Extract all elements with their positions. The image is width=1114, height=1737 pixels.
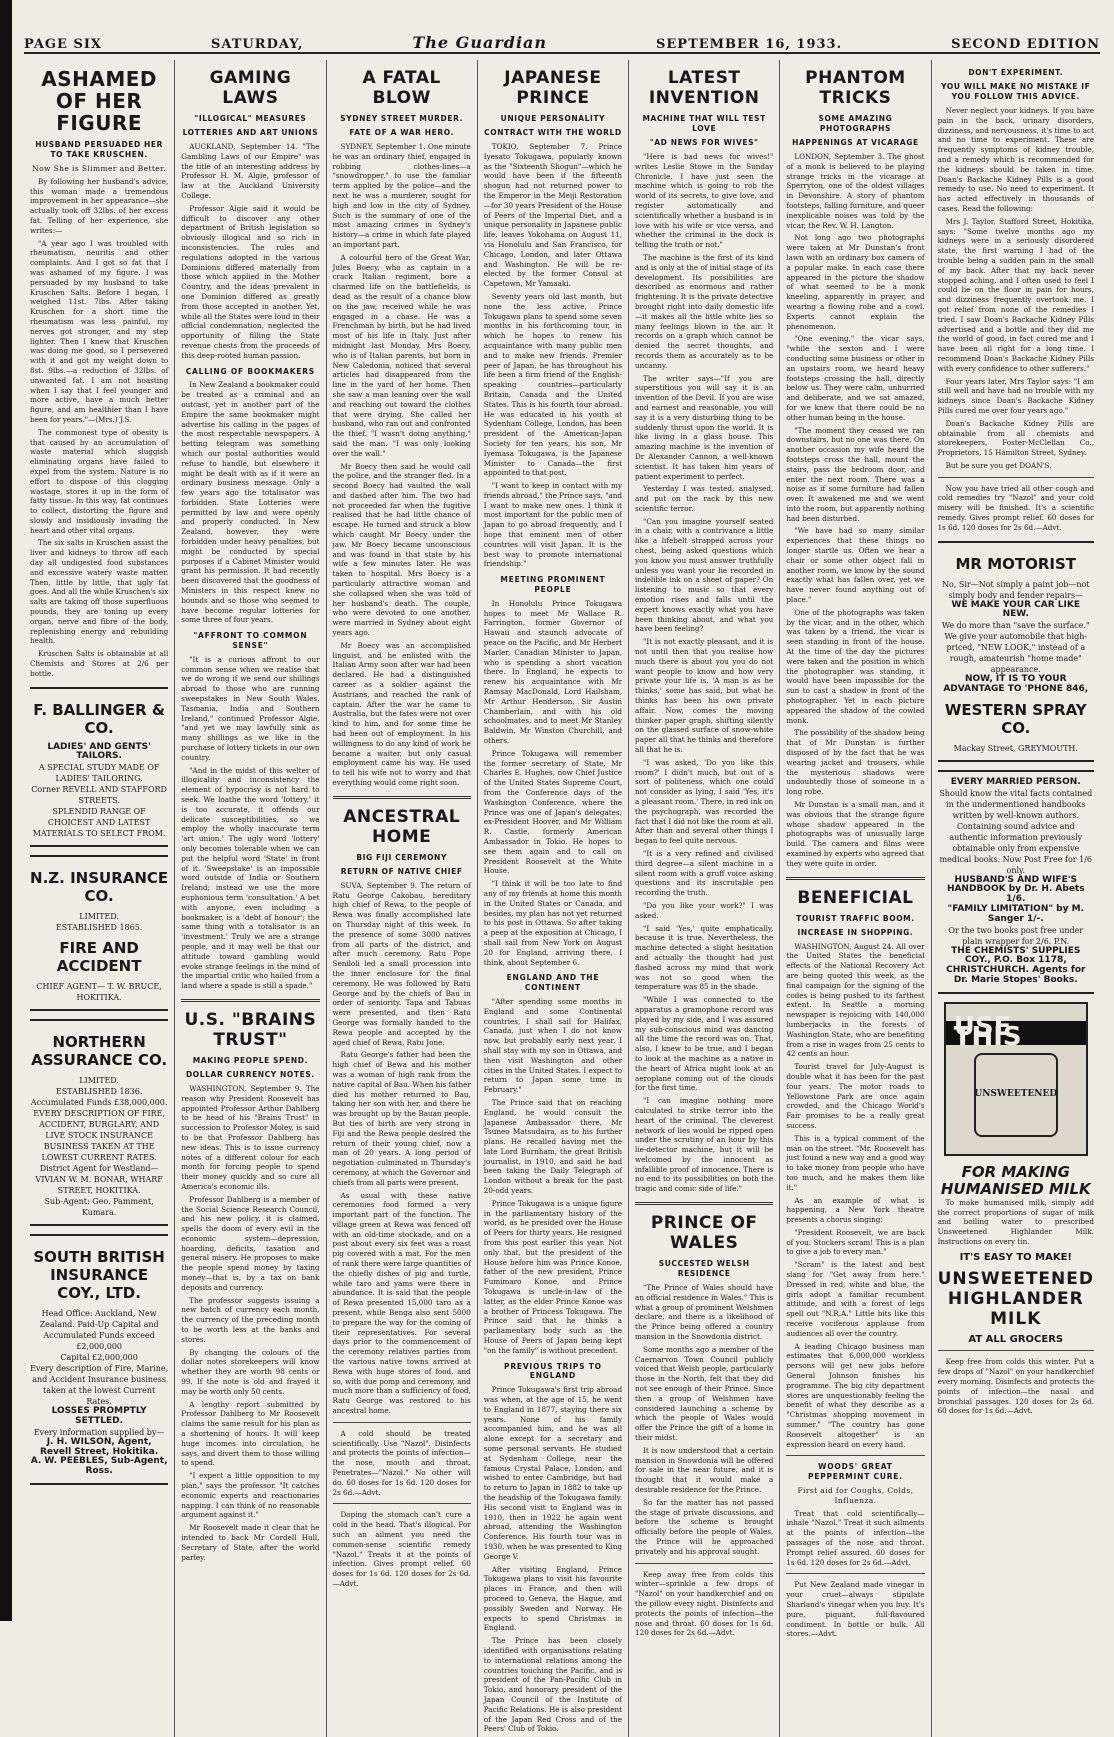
headline-latest-invention: LATEST INVENTION <box>648 68 760 108</box>
ad-line: A SPECIAL STUDY MADE OF LADIES' TAILORING. <box>38 763 160 784</box>
ad-line: Every description of Fire, Marine, and Accident Insurance business taken at the lowest Current Rates. <box>30 1364 169 1407</box>
section-head: PREVIOUS TRIPS TO ENGLAND <box>504 1361 602 1381</box>
divider <box>786 1455 924 1456</box>
ad-line: J. H. WILSON, Agent, Revell Street, Hokitika. <box>40 1436 159 1457</box>
ad-line: Capital £2,000,000 <box>60 1353 138 1363</box>
divider <box>786 877 924 880</box>
deck: SUCCESTED WELSH RESIDENCE <box>658 1259 750 1279</box>
headline-fatal-blow: A FATAL BLOW <box>362 68 441 108</box>
paragraph: Never neglect your kidneys. If you have pain in the back, urinary disorders, dizziness, and nervousness, it's time to act and no time to experiment. These are frequently symptoms of kidney trouble, and a remedy which is recommended for the kidneys should be taken in time. Doan's Backache Kidney Pills is a good remedy to use. No need to experiment. It has acted effectively in thousands of cases. Read the following: <box>937 106 1094 213</box>
deck: SYDNEY STREET MURDER. <box>340 114 464 123</box>
paragraph: The writer says—"If you are superstitious you will say it is an invention of the Devil. If you are wise and earnest and reasonable, you will say it is a very disturbing thing to be suddenly thrust upon the world. It is like living in a glass house. This amazing machine is the invention of Dr Alexander Cannon, a well-known scientist. It has taken him years of patient experiment to perfect. <box>635 373 774 481</box>
divider <box>333 1422 471 1423</box>
ad-fire-accident: FIRE AND ACCIDENT <box>56 939 142 976</box>
section-head: ENGLAND AND THE CONTINENT <box>506 973 600 993</box>
paragraph: WASHINGTON, August 24. All over the United States the beneficial effects of the National Recovery Act are being quoted this week, as the final campaign for the signing of the codes is being pushed to its farthest extent. In Seattle a morning newspaper is rejoicing with 140,000 lumberjacks in the forests of Washington State, who are benefiting from a rise in wages from 25 cents to 42 cents an hour. <box>786 941 925 1059</box>
ad-ballinger <box>30 687 168 848</box>
paragraph: Four years later, Mrs Taylor says: "I am still well and have had no trouble with my kidneys since Doan's Backache Kidney Pills cured me over four years ago." <box>937 376 1094 415</box>
deck: BIG FIJI CEREMONY <box>356 852 447 862</box>
paragraph: Yesterday I was tested, analysed, and put on the rack by this new scientific terror. <box>635 484 774 513</box>
divider <box>333 1503 471 1504</box>
ad-unsweetened: UNSWEETENED HIGHLANDER MILK <box>937 1268 1094 1329</box>
section-head: WOODS' GREAT PEPPERMINT CURE. <box>807 1462 903 1482</box>
ad-line: No, Sir—Not simply a paint job—not simply body and fender repairs— <box>941 579 1090 600</box>
paragraph: LONDON, September 3. The ghost of a monk is believed to be playing strange tricks in the vicarage at Sperryton, one of the oldest villages in Devonshire. A story of phantom footsteps, falling furniture, and queer inexplicable noises was told by the vicar, the Rev. W. H. Langton. <box>786 152 925 230</box>
deck: HAPPENINGS AT VICARAGE <box>792 138 919 147</box>
section-head: MEETING PROMINENT PEOPLE <box>500 575 606 595</box>
deck: TOURIST TRAFFIC BOOM. <box>796 913 915 923</box>
ad-line: Corner REVELL AND STAFFORD STREETS. <box>31 785 167 806</box>
paragraph: The commonest type of obesity is that caused by an accumulation of waste material which sluggish eliminating organs have failed to expel from the system. Nature is no effort to dispose of this clogging wastage, stores it up in the form of fatty tissue. In this way, fat continues to collect, distorting the figure and slowly and insidiously invading the heart and other vital organs. <box>30 427 169 535</box>
paragraph: Mr Roosevelt made it clear that he intended to back Mr Cordell Hull, Secretary of State, after the world parley. <box>181 1523 320 1562</box>
subhead-slimmer: Now She is Slimmer and Better. <box>32 164 167 173</box>
scan-edge <box>0 0 12 1621</box>
ad-line: Should know the vital facts contained in the undermentioned handbooks written by well-known authors. Containing sound advice and authentic information previously obtainable only from expensive medical books. Now Post Free for 1/6 only. <box>939 788 1093 875</box>
deck: DOLLAR CURRENCY NOTES. <box>185 1069 315 1079</box>
edition: SECOND EDITION <box>951 37 1100 52</box>
ad-line: Or the two books post free under plain wrapper for 2/6. P.N. <box>948 925 1084 946</box>
paragraph: Mr Boecy then said he would call the police, and the stranger fled. In a second Boecy had vaulted the wall and dashed after him. The two had not proceeded far when the fugitive realised that he had little chance of escape. He turned and struck a blow which caught Mr Boecy under the jaw. Mr Boecy became unconscious and was found in that state by his wife a few minutes later. He was taken to hospital. Mrs Boecy is a particularly attractive woman and she collapsed when she was told of her husband's death. The couple, who were devoted to one another, were married in Sydney about eight years ago. <box>332 461 471 638</box>
paragraph: "One evening," the vicar says, "while the sexton and I were conducting some business or other in an upstairs room, we heard heavy footsteps crossing the hall, directly below us. They were calm, unhurried and deliberate, and we sat amazed, for we knew that there could be no other human being in the house. <box>786 334 925 422</box>
deck: RETURN OF NATIVE CHIEF <box>340 866 463 876</box>
advert-nazol: Keep free from colds this winter. Put a few drops of "Nazol" on your handkerchief every morning. Disinfects and protects the points of infection—the nasal and bronchial passages. 120 doses for 2s 6d. 60 doses for 1s 6d.—Advt. <box>937 1357 1094 1416</box>
paragraph: The six salts in Kruschen assist the liver and kidneys to throw off each day all undigested food substances and excessive watery waste matter. Then, little by little, that ugly fat goes. And all the while Kruschen's six salts are taking off those superfluous pounds, they are toning up every organ, nerve and fibre of the body, replenishing energy and rebuilding health. <box>30 538 169 646</box>
paragraph: "I think it will be too late to find any of my friends at home this month in the United States or Canada, and besides, my plan has not yet returned to his post in Ottawa. So after taking a peep at the exposition at Chicago, I shall sail from New York on August 20 for England, arriving there, I think, about September 6. <box>483 879 623 967</box>
paragraph: Doan's Backache Kidney Pills are obtainable from all chemists and storekeepers, Foster-McClellan Co., Proprietors, 15 Hamilton Street, Sydney. <box>937 418 1094 458</box>
subhead: First aid for Coughs, Colds, Influenza. <box>797 1486 914 1505</box>
column-2 <box>175 60 326 1737</box>
divider <box>635 1202 773 1205</box>
divider <box>333 796 471 799</box>
paragraph: "Scram" is the latest and best slang for "Get away from here." Dressed in red, white and blue, the girls adopt a familiar recumbent attitude, and with a forest of legs spell out "N.R.A." Little bits like this receive vociferous applause from audiences all over the country. <box>786 1260 925 1338</box>
paragraph: A lengthy report submitted by Professor Dahlberg to Mr Roosevelt claims the same result for his plan as a shortening of hours. It will keep huge incomes into circulation, he says, and divert them to those willing to spend. <box>181 1399 320 1468</box>
advert-nazol: Doping the stomach can't cure a cold in the head. That's illogical. For such an ailment you need the common-sense scientific remedy "Nazol." Treats it at the points of infection. Gives prompt relief. 60 doses for 1s 6d. 120 doses for 2s 6d.—Advt. <box>332 1510 471 1588</box>
paragraph: Kruschen Salts is obtainable at all Chemists and Stores at 2/6 per bottle. <box>30 649 169 678</box>
paragraph: In New Zealand a bookmaker could be treated as a criminal and an outcast, yet in another part of the Empire the same bookmaker might advertise his calling in the pages of the most respectable newspapers. A betting telegram was something which our postal authorities would refuse to handle, but elsewhere it might be dealt with as if it were an ordinary business message. Only a few years ago the totalisator was forbidden. State Lotteries were permitted by law and were openly and properly conducted. In New Zealand, however, they were forbidden under heavy penalties, but might be conducted by special purposes if a Cabinet Minister would grant his permission. It had recently been discovered that the goodness of Ministers in this respect knew no bounds and so those who seemed to have become regular lotteries for some three of four years. <box>181 380 320 625</box>
paragraph: To make humanised milk, simply add the correct proportions of sugar of milk and boiling water to prescribed Unsweetened Highlander Milk. Instructions on every tin. <box>937 1197 1094 1247</box>
headline-phantom-tricks: PHANTOM TRICKS <box>805 68 906 108</box>
deck-husband: HUSBAND PERSUADED HER TO TAKE KRUSCHEN. <box>35 140 164 159</box>
paragraph: WASHINGTON, September 9. The reason why President Roosevelt has appointed Professor Arthur Dahlberg to be head of his "Brains Trust" in succession to Professor Moley, is said to be that Professor Dahlberg has new ideas. This is to issue currency notes of a different colour for each month for forcing people to spend their money quickly and so cure all America's economic ills. <box>181 1083 320 1191</box>
column-5 <box>629 60 780 1737</box>
paragraph: "It is a very refined and civilised third degree—a silent machine in a silent room with a gruff voice asking questions and its inscrutable pen recording the truth. <box>635 848 774 898</box>
ad-line: Head Office: Auckland, New Zealand. Paid-Up Capital and Accumulated Funds exceed £2,000,000 <box>39 1309 159 1352</box>
paragraph: "It is not exactly pleasant, and it is not until then that you realise how much there is about you you do not want people to know and how very private your life is. 'A man is as he thinks,' some has said, but what he thinks has been his own private affair. Now, comes the moving thinker paper graph, shifting silently on the glassed surface of snow-white paper all that he thinks and therefore all that he is. <box>635 637 774 755</box>
paragraph: "I expect a little opposition to my plan," says the professor. "It catches economic experts and reactionaries napping. I can think of no reasonable argument against it." <box>181 1471 320 1520</box>
headline-beneficial: BENEFICIAL <box>797 887 914 908</box>
ad-motorist <box>938 541 1094 762</box>
ad-line: ESTABLISHED 1865. <box>55 923 143 933</box>
ad-line: District Agent for Westland— VIVIAN W. M. BONAR, WHARF STREET, HOKITIKA. <box>35 1164 163 1196</box>
ad-line: Every information supplied by— <box>33 1427 165 1437</box>
section-head: "AFFRONT TO COMMON SENSE" <box>193 631 308 651</box>
paragraph: "After spending some months in England and some Continental countries, I shall sail for Halifax, Canada, just when I do not know now, but probably early next year. I shall stay with my son in Ottawa, and then visit Washington and other cities in the United States. I expect to return to Japan some time in February." <box>483 996 623 1095</box>
paragraph: By following her husband's advice, this woman made a tremendous improvement in her appearance—she actually took off 32lbs. of her excess fat. Telling of her experience, she writes:— <box>30 176 169 235</box>
ad-line: LIMITED. <box>79 912 119 922</box>
ad-northern-head: NORTHERN ASSURANCE CO. <box>31 1033 168 1070</box>
column-7 <box>932 60 1100 1737</box>
ad-grocers: AT ALL GROCERS <box>968 1333 1064 1345</box>
paragraph: Prince Tokugawa is a unique figure in the parliamentary history of the world, as he presided over the House of Peers for thirty years. He resigned from this post earlier this year. Not only that, but the president of the House before him was Prince Konoe, father of the new president, Prince Fumimaro Konoe, and Prince Tokugawa is uncle-in-law of the latter, as the elder Prince Konoe was a brother of Princess Tokugawa. The Prince said that he thinks a parliamentary body such as the House of Peers of Japan being kept "on the family" is without precedent. <box>483 1198 623 1355</box>
deck: "ILLOGICAL" MEASURES <box>194 114 307 123</box>
page-number: PAGE SIX <box>24 37 103 52</box>
headline-ashamed: ASHAMED OF HER FIGURE <box>41 67 157 135</box>
advert-nazol: Keep away free from colds this winter—sprinkle a few drops of "Nazol" on your handkerchief and on the pillow every night. Disinfects and protects the points of infection—the nose and throat. 60 doses for 1s 6d. 120 doses for 2s 6d.—Advt. <box>635 1569 774 1638</box>
ad-nz-head: N.Z. INSURANCE CO. <box>30 869 169 906</box>
headline-gaming-laws: GAMING LAWS <box>209 68 292 108</box>
ad-married-person <box>938 770 1094 994</box>
ad-ballinger-head: F. BALLINGER & CO. <box>33 700 165 737</box>
paragraph: "The moment they ceased we ran downstairs, but no one was there. On another occasion my wife heard the footsteps cross the hall, mount the stairs, pass the bedroom door, and enter the next room. There was a noise as if some furniture had fallen over. It awakened me and we went into the room, but apparently nothing had been disturbed. <box>786 425 925 523</box>
deck: FATE OF A WAR HERO. <box>349 128 454 137</box>
columns <box>24 60 1100 1734</box>
headline-prince-of-wales: PRINCE OF WALES <box>650 1213 758 1254</box>
ad-line: Accumulated Funds £38,000,000. <box>30 1098 168 1108</box>
paragraph: "I was asked, 'Do you like this room?' I didn't much, but out of a sort of politeness, which one could not consider as lying, I said 'Yes, it's a pleasant room.' There, in red ink on the psychograph, was recorded the fact that I did not like the room at all. After than and several other things I began to feel quite nervous. <box>635 757 774 846</box>
paragraph: TOKIO, September 7. Prince Iyesato Tokugawa, popularly known as the "Sixteenth Shogun"—which he would have been if the fifteenth shogun had not returned power to the Emperor in the Meiji Restoration—for 30 years President of the House of Peers of the Imperial Diet, and a unique personality in Japanese public life, leaves Yokohama on August 11, via Honolulu and San Francisco, for Chicago, London, and later Ottawa and Washington. He will be re-elected by the former Consul at Capetown, Mr Yamaaki. <box>483 142 623 289</box>
milk-tin-illustration <box>944 1002 1088 1156</box>
ad-easy: IT'S EASY TO MAKE! <box>959 1251 1072 1263</box>
ad-line: WE MAKE YOUR CAR LIKE NEW. <box>951 599 1080 620</box>
headline-japanese-prince: JAPANESE PRINCE <box>504 68 602 108</box>
deck: LOTTERIES AND ART UNIONS <box>182 128 319 137</box>
paragraph: "It is a curious affront to our common sense when we realise that we do wrong if we send our shillings abroad to those who are running sweepstakes in New South Wales, Tasmania, India and Southern Ireland," continued Professor Algie, "and yet we may lawfully sink as many shillings as we like in the purchase of lottery tickets in our own country. <box>181 654 320 762</box>
advert-nazol: A cold should be treated scientifically. Use "Nazol". Disinfects and protects the points of infection—the nose, mouth and throat. Penetrates—"Nazol." No other will do. 60 doses for 1s 6d. 120 doses for 2s 6d.—Advt. <box>332 1428 471 1497</box>
paragraph: By changing the colours of the dollar notes storekeepers will know whether they are worth 98 cents or 99. If the note is old and frayed it may be worth only 50 cents. <box>181 1347 320 1396</box>
paragraph: Seventy years old last month, but none the less active, Prince Tokugawa plans to spend some seven months in his forthcoming tour, in which he hopes to renew his acquaintance with many public men and to make new friends. Premier peer of Japan, he has throughout his life been a firm friend of the English-speaking countries—particularly Britain, Canada and the United States. This is his fourth tour abroad. He was educated in his youth at Sydenham College, London, has been president of the American-Japan Society for ten years, his son, Mr Iyemasa Tokugawa, is the Japanese Minister to Canada—the first appointed to that post. <box>483 291 623 478</box>
paragraph: "President Roosevelt, we are back of you. Stockers scram! This is a plan to give a job to every man." <box>786 1227 925 1257</box>
paragraph: SUVA, September 9. The return of Ratu George Cakobau, hereditary high chief of Rewa, to the people of Rewa was finally accomplished late on Thursday night of this week. In the presence of some 3000 natives from all parts of the district, and after much ceremony, Ratu Pope Seniloli led a small procession into the inner enclosure for the final ceremony. He was followed by Ratu George and by the chiefs of Bau in order of seniority. Tapa and Tabuas were presented, and then Ratu George was formally handed to the Rewa people and accepted by the aged chief of Rewa, Ratu Jone. <box>332 880 471 1047</box>
divider <box>181 999 319 1002</box>
paragraph: A colourful hero of the Great War, Jules Boecy, who as captain in a crack Italian regiment, bore a charmed life on the battlefields, is dead as the result of a chance blow on the jaw, received while he was engaged in a chase. He was a Frenchman by birth, but he had lived most of his life in Italy. Just after midnight last Monday, Mrs Boecy, who is of Italian parents, but born in New Caledonia, noticed that several articles had disappeared from the line in the yard of her home. Then she saw a man leaning over the wall and reaching out toward the clothes that were drying. She called her husband, who ran out and confronted the thief. "I wasn't doing anything," said the man. "I was only looking over the wall." <box>332 252 471 458</box>
paragraph: "Do you like your work?" I was asked. <box>635 900 774 920</box>
headline-ancestral-home: ANCESTRAL HOME <box>343 806 461 847</box>
column-1 <box>24 60 175 1737</box>
paragraph: "While I was connected to the apparatus a gramophone record was played by my side, and I was assured my sub-conscious mind was dancing all the time the record was on. That, also, I knew to be true, and I began to look at the machine as a native in the heart of Africa might look at an aeroplane coming out of the clouds for the first time. <box>635 995 774 1093</box>
paragraph: The professor suggests issuing a new batch of currency each month, the currency of the preceding month to be worth less at the banks and stores. <box>181 1295 320 1344</box>
divider <box>786 1573 924 1574</box>
ad-line: HUSBAND'S AND WIFE'S HANDBOOK by Dr. H. Abets 1/6. <box>946 874 1085 905</box>
ad-ballinger-sub: LADIES' AND GENTS' TAILORS. <box>47 741 151 762</box>
paragraph: Ratu George's father had been the high chief of Bewa and his mother was a woman of high rank from the native capital of Bau. When his father died his mother returned to Bau, taking her son with her, and there he was brought up by the Bauan people. But ties of birth are very strong in Fiji and the Rewa people desired the return of their young chief, now a man of 20 years. A long period of negotiation culminated in Thursday's ceremony, at which the Governor and chiefs from all parts were present. <box>332 1050 471 1187</box>
ad-line: A. W. PEEBLES, Sub-Agent, Ross. <box>30 1456 168 1477</box>
ad-northern-assurance <box>30 1019 168 1226</box>
deck: INCREASE IN SHOPPING. <box>797 927 914 937</box>
paragraph: Professor Dahlberg is a member of the Social Science Research Council, and his new policy, it is claimed, spells the doom of every evil in the economic system—depression, hoarding, deficits, taxation and general misery. He proposes to make the people spend money by taxing money—that is, by a tax on bank deposits and currency. <box>181 1194 320 1292</box>
deck: MACHINE THAT WILL TEST LOVE <box>642 114 766 133</box>
paragraph: SYDNEY, September 1. One minute he was an ordinary thief, engaged in robbing clothes-lines—a "snowdropper," to use the familiar term applied by the police—and the next he was a murderer, sought for high and low in the city of Sydney. Such is the summary of one of the most amazing crimes in Sydney's history—a crime in which fate played an important part. <box>332 142 471 249</box>
paragraph: One of the photographs was taken by the vicar, and in the other, which was taken by a friend, the vicar is seen standing in front of the house. At the time of the day the pictures were taken and the position in which the photographer was standing, it would have been impossible for the sun to cast a shadow in front of the photographer. Yet in each picture appeared the shadow of the cowled monk. <box>786 607 925 725</box>
paragraph: As an example of what is happening, a New York theatre presents a chorus singing: <box>786 1195 925 1225</box>
ad-line: CHIEF AGENT— T. W. BRUCE, HOKITIKA. <box>36 982 162 1003</box>
deck: DON'T EXPERIMENT. <box>968 68 1064 77</box>
ad-line: NOW, IT IS TO YOUR ADVANTAGE TO 'PHONE 846, <box>943 674 1089 695</box>
masthead <box>24 28 1100 54</box>
ad-line: SPLENDID RANGE OF CHOICEST AND LATEST MATERIALS TO SELECT FROM. <box>32 807 166 839</box>
paragraph: Professor Algie said it would be difficult to discover any other department of British legislation so obviously illogical and so rich in inconsistencies. The rules and regulations adopted in the various Dominions differed materially from those which applied in the Mother Country, and the ideas prevalent in one Dominion differed as greatly from those accepted in another. Yet, while all the States were loud in their official condemnation, neglected the opportunity of filling the State revenue chests from the proceeds of this deep-rooted human passion. <box>181 203 320 360</box>
deck: SOME AMAZING PHOTOGRAPHS <box>818 114 893 133</box>
issue-date: SEPTEMBER 16, 1933. <box>656 37 843 52</box>
deck: MAKING PEOPLE SPEND. <box>192 1055 309 1065</box>
deck: CONTRACT WITH THE WORLD <box>484 128 622 137</box>
ad-line: LIMITED. <box>79 1076 119 1086</box>
ad-line: EVERY MARRIED PERSON. <box>950 776 1081 787</box>
paragraph: "And in the midst of this welter of illogicality and inconsistency the element of hypocrisy is not hard to seek. We loathe the word 'lottery,' it is too accurate, it offends our delicate susceptibilities, so we employ the wholly inaccurate term 'art union.' The ugly word 'lottery' only becomes tolerable when we can put the helpful word 'State' in front of it. 'Sweepstake' is an impossible word outside of India or Southern Ireland; instead we use the more euphonious term 'consultation.' A bet with anyone, even including a bookmaker, is a 'debt of honour'; the same thing with a totalisator is an 'investment.' Truly we are a strange people, and it may well be that our attitude toward gambling would evoke strange feelings in the mind of the impartial critic who hailed from a land where a spade is still a spade." <box>181 765 320 991</box>
paragraph: Mr Boecy was an accomplished linguist, and he enlisted with the Italian Army soon after war had been declared. He had a distinguished career as a soldier against the Austrians, and reached the rank of captain. After the war he came to Australia, but the fates were not over kind to him, and for some time he had been out of employment. In his willingness to do any kind of work he became a waiter, but only casual employment came his way. He used to tell his wife not to worry and that everything would come right soon. <box>332 640 471 787</box>
paragraph: Not long ago two photographs were taken at Mr Dunstan's front lawn with an ordinary box camera of a popular make. In each case there appeared in the picture the shadow of what seemed to be a monk kneeling, apparently in prayer, and wearing a flowing robe and a cowl. Experts cannot explain the phenomenon. <box>786 233 925 331</box>
ad-for-making: FOR MAKING HUMANISED MILK <box>940 1162 1091 1198</box>
paragraph: The possibility of the shadow being that of Mr Dunstan is further disposed of by the fact that he was wearing jacket and trousers, while the mysterious shadows were undoubtedly those of someone in a long robe. <box>786 728 925 797</box>
paragraph: Some months ago a member of the Caernarvon Town Council publicly voiced that Welsh people, particularly those in the North, felt that they did not see enough of their Prince. Since then a group of Welshmen have considered launching a scheme by which the people of Wales would offer the Prince the gift of a home in their midst. <box>635 1344 774 1443</box>
advert-nazol: Now you have tried all other cough and cold remedies try "Nazol" and your cold misery will be finished. It's a scientific remedy. Gives prompt relief. 60 doses for 1s 6d. 120 doses for 2s 6d.—Advt. <box>937 483 1094 532</box>
paragraph: As usual with these native ceremonies food formed a very important part of the function. The village green at Rewa was fenced off with an old-time stockade, and on a post about every six feet was a roast pig covered with a mat. For the men of rank there were large quantities of the chiefly dishes of pig and turtle, while taro and yams were there in abundance. It is said that the people of Rewa presented 15,000 taro as a present, while Benga also sent 5000 to prepare the way for the coming of their representatives. For several days prior to the commencement of the ceremony relatives parties from the various native towns arrived at Rewa with huge stores of food, and so, with due pomp and ceremony, and much more than a sufficiency of food, Ratu George was restored to his ancestral home. <box>332 1190 471 1416</box>
paragraph: Mrs J. Taylor, Stafford Street, Hokitika, says: "Some twelve months ago my kidneys were in a seriously disordered state, the first warning I had of the trouble being a sudden pain in the small of my back. After that my back never stopped aching, and I often used to feel I could lie on the floor in pain for hours, and dizziness frequently overtook me. I got relief from none of the remedies I tried. I saw Doan's Backache Kidney Pills advertised and a bottle and they did me the world of good, in fact cured me and I have been all right for a long time. I recommend Doan's Backache Kidney Pills with every confidence to other sufferers." <box>937 216 1094 373</box>
ad-line: Mackay Street, GREYMOUTH. <box>953 743 1078 753</box>
day: SATURDAY, <box>210 37 304 52</box>
paragraph: "I said 'Yes,' quite emphatically, because it is true. Nevertheless, the machine detected a slight hesitation and actually the thought had just flashed across my mind that work was not so good when the temperature was 85 in the shade. <box>635 923 774 992</box>
ad-line: LOSSES PROMPTLY SETTLED. <box>51 1406 147 1427</box>
divider <box>938 1350 1094 1351</box>
paragraph: "We have had so many similar experiences that these things no longer startle us. Often we hear a chair or some other object fall in another room, we know by the sound exactly what has fallen over, yet we have never found anything out of place." <box>786 526 925 605</box>
advert-nazol: Treat that cold scientifically—inhale "Nazol." Treat it such ailments at the points of infection—the passages of the nose and throat. Prompt relief assured. 60 doses for 1s 6d. 120 doses for 2s 6d.—Advt. <box>786 1508 925 1567</box>
paragraph: "A year ago I was troubled with rheumatism, neuritis and other complaints. And I got so fat that I was ashamed of my figure. I was persuaded by my husband to take Kruschen Salts. Before I began, I weighed 11st. 7lbs. After taking Kruschen for a short time the rheumatism was less painful, my nerves got stronger, and my step lighter. Then I knew that Kruschen was doing me good, so I persevered with it and got my weight down to 8st. 9lbs.—a reduction of 32lbs. of unwanted fat. I am not boasting when I say that I feel younger and more active, have a much better figure, and am healthier than I have been for years."—(Mrs.) J.S. <box>30 238 169 424</box>
paper-name: The Guardian <box>412 33 548 52</box>
advert-vinegar: Put New Zealand made vinegar in your cruet—always stipulate Sharland's vinegar when you buy. It's pure, piquant, full-flavoured condiment. In bottle or bulk. All stores.—Advt. <box>786 1580 925 1639</box>
paragraph: After visiting England, Prince Tokugawa plans to visit his favourite places in France, and then will proceed to Geneva, the Hague, and possibly Sweden and Norway. He expects to spend Christmas in England. <box>483 1564 623 1633</box>
ad-line: "FAMILY LIMITATION" by M. Sanger 1/-. <box>947 904 1084 924</box>
paragraph: Tourist travel for July-August is double what it has been for the past four years. The motor roads to Yellowstone Park are once again crowded, and the Chicago World's Fair promises to be a really great success. <box>786 1062 925 1130</box>
ad-motorist-head: MR MOTORIST <box>955 554 1077 573</box>
paragraph: "I can imagine nothing more calculated to strike terror into the heart of the criminal. The cleverest network of lies would be ripped open under the scrutiny of an hour by this lie-detector machine, but it will be welcomed by the innocent as infallible proof of innocence. There is no end to its possibilities on both the tragic and comic side of life." <box>635 1096 774 1194</box>
use-this-banner: USE THIS <box>946 1021 1086 1045</box>
paragraph: Prince Tokugawa's first trip abroad was when, at the age of 15, he went to England in 1877, staying there six years. None of his family accompanied him, and he was all alone except for a secretary and some personal servants. He studied at Sydenham College, near the famous Crystal Palace, London, and wished to enter Cambridge, but had to return to Japan in 1882 to take up the headship of the Tokugawa family. His second visit to England was in 1910, then in 1922 he again went abroad, attending the Washington Conference. His fourth tour was in 1930, when he was presented to King George V. <box>483 1385 623 1561</box>
ad-line: THE CHEMISTS' SUPPLIES COY., P.O. Box 1178, CHRISTCHURCH. Agents for Dr. Marie Stopes' Books. <box>946 945 1086 986</box>
ad-line: Sub-Agent: Geo. Pamment, Kumara. <box>44 1197 154 1218</box>
paragraph: A leading Chicago business man estimates that 6,000,000 workless persons will get new jobs before General Johnson finishes his programme. The big city department stores are unquestionably feeling the benefit of what they describe as a "Christmas shopping movement in summer." "The country has gone Roosevelt altogether" is an expression heard on every hand. <box>786 1341 925 1449</box>
ad-line: EVERY DESCRIPTION OF FIRE, ACCIDENT, BURGLARY, AND LIVE STOCK INSURANCE BUSINESS TAKEN AT THE LOWEST CURRENT RATES. <box>33 1109 166 1163</box>
paragraph: "Can you imagine yourself seated in a chair, with a contrivance a little like a lifebelt strapped across your chest, being asked questions which you know you must answer truthfully unless you want your lie recorded in indelible ink on a sheet of paper? On listening to music so that every emotion rises and falls until the expert knows exactly what you have been thinking about, and what you have been feeling? <box>635 516 774 634</box>
ad-south-british <box>30 1234 168 1485</box>
paragraph: "The Prince of Wales should have an official residence in Wales." This is what a group of prominent Welshmen declare, and there is a likelihood of the Prince being offered a country mansion in the Snowdonia district. <box>635 1283 774 1342</box>
ad-nz-insurance <box>30 855 168 1011</box>
paragraph: "Here is bad news for wives!" writes Leslie Stowe in the Sunday Chronicle. I have just seen the machine which is going to rob the world of its secrets, to give love, and register automatically and scientifically whether a husband is in love with his wife or vice versa, and whether the criminal in the dock is telling the truth or not." <box>635 152 774 250</box>
paragraph: Mr Dunstan is a small man, and it was obvious that the strange figure whose shadow appeared in the photographs was of unusually large build. The camera and films were examined by experts who agreed that they were quite in order. <box>786 800 925 868</box>
deck: UNIQUE PERSONALITY <box>500 114 606 123</box>
paragraph: Prince Tokugawa will remember the former secretary of State, Mr Charles E. Hughes, now Chief Justice of the United States Supreme Court, from the Conference days of the Washington Conference, where the Prince was one of Japan's delegates; ex-President Hoover, and Mr William R. Castle, formerly American Ambassador in Tokio. He hopes to see them again and to call on President Roosevelt at the White House. <box>483 748 623 876</box>
headline-brains-trust: U.S. "BRAINS TRUST" <box>184 1009 317 1050</box>
deck: "AD NEWS FOR WIVES" <box>649 138 759 147</box>
paragraph: This is a typical comment of the man on the street. "Mr. Roosevelt has just found a new way and a good way to take money from people who have too much, and he makes them like it." <box>786 1133 925 1192</box>
column-6 <box>780 60 931 1737</box>
paragraph: AUCKLAND, September 14. "The Gambling Laws of our Empire" was the title of an interesting address by Professor H. M. Algie, professor of law at the Auckland University College. <box>181 142 320 200</box>
deck: YOU WILL MAKE NO MISTAKE IF YOU FOLLOW THIS ADVICE. <box>941 82 1091 101</box>
divider <box>635 1563 773 1564</box>
paragraph: The Prince has been closely identified with organisations relating to international relations among the countries touching the Pacific, and is president of the Pan-Pacific Club in Tokio, and honorary president of the Japan Council of the Institute of Pacific Relations. He is also president of the Japan Red Cross and of the Peers' Club of Tokio. <box>483 1636 623 1734</box>
divider <box>938 477 1094 478</box>
paragraph: "I want to keep in contact with my friends abroad," the Prince says, "and I want to make new ones. I think it most important for the public men of Japan to go abroad frequently, and I hope that eminent men of other countries will visit Japan. It is the best way to promote international friendship." <box>483 481 623 569</box>
section-head: CALLING OF BOOKMAKERS <box>185 366 316 376</box>
ad-line: We do more than "save the surface." We give your automobile that high-priced, "NEW LOOK," instead of a rough, amateurish "home made" appearance. <box>941 621 1090 675</box>
tin-icon: UNSWEETENED <box>974 1053 1058 1137</box>
paragraph: The Prince said that on reaching England, he would consult the Japanese Ambassador there, Mr Tsuneo Matsudaira, as to his further plans. He recalled having met the late Lord Burnham, the great British journalist, in 1910, and said he had been taking the Daily Telegraph of London without a break for the past 20-odd years. <box>483 1097 623 1196</box>
paragraph: In Honolulu Prince Tokugawa hopes to meet Mr Wallace R. Farrington, former Governor of Hawaii and staunch advocate of peace on the Pacific, and Mr Herbert Marler, Canadian Minister to Japan, who is spending a short vacation there. In England, he expects to renew his acquaintance with Mr Ramsay MacDonald, Lord Hailsham, Mr Arthur Henderson, Sir Austin Chamberlain, and with his old schoolmates, and to meet Mr Stanley Baldwin, Mr Winston Churchill, and others. <box>483 598 623 746</box>
paragraph: The machine is the first of its kind and is only at the of initial stage of its development. Its possibilities are described as enormous and rather frightening. It is the private detective brought right into daily domestic life—it makes all the little white lies so many feelings blown in the air. It records on a graph which cannot be denied the secret thoughts, and records them as accurately as to be uncanny. <box>635 252 774 370</box>
column-3 <box>327 60 478 1737</box>
paragraph: So far the matter has not passed the stage of private discussions, and before the scheme is brought officially before the people of Wales, the Prince will be approached privately and his approval sought. <box>635 1497 774 1556</box>
ad-line: ESTABLISHED 1836. <box>55 1087 143 1097</box>
ad-south-british-head: SOUTH BRITISH INSURANCE COY., LTD. <box>33 1248 165 1303</box>
paragraph: It is now understood that a certain mansion in Snowdonia will be offered for sale in the near future, and it is thought that it would make a desirable residence for the Prince. <box>635 1445 774 1495</box>
column-4 <box>478 60 629 1737</box>
paragraph: But be sure you get DOAN'S. <box>945 460 1052 470</box>
ad-western-spray: WESTERN SPRAY CO. <box>944 700 1087 737</box>
